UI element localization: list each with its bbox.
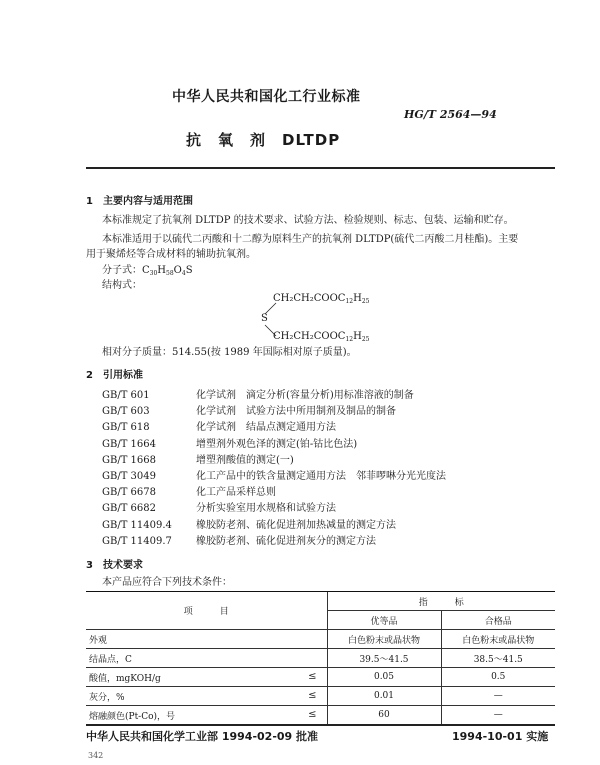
- reference-title: 橡胶防老剂、硫化促进剂灰分的测定方法: [196, 535, 376, 547]
- reference-item: [102, 470, 446, 483]
- row-item: [86, 668, 327, 687]
- reference-item: [102, 421, 336, 434]
- row-item: [86, 706, 327, 725]
- section1-para2-line2: 用于聚烯烃等合成材料的辅助抗氧剂。: [86, 249, 256, 260]
- row-value-premium: 0.05: [327, 668, 441, 687]
- effective-line: 1994-10-01 实施: [452, 730, 549, 743]
- row-value-premium: 60: [327, 706, 441, 725]
- row-item-name: 熔融颜色(Pt-Co)，号: [89, 711, 176, 722]
- reference-item: [102, 535, 376, 548]
- reference-title: 增塑剂酸值的测定(一): [196, 454, 294, 466]
- reference-code: GB/T 1664: [102, 438, 157, 450]
- reference-code: GB/T 618: [102, 422, 150, 434]
- page-number: 342: [88, 751, 104, 760]
- reference-item: [102, 389, 414, 402]
- section1-heading: 1 主要内容与适用范围: [86, 196, 193, 207]
- row-item-name: 外观: [89, 635, 108, 646]
- molecular-formula: 分子式：$C_{30}H_{58}O_4S$: [102, 265, 193, 277]
- reference-code: GB/T 6682: [102, 503, 157, 515]
- reference-code: GB/T 3049: [102, 471, 157, 482]
- table-row: [86, 649, 555, 668]
- table-row: [86, 630, 555, 649]
- reference-item: [102, 405, 396, 418]
- row-item: [86, 687, 327, 706]
- reference-title: 化工产品中的铁含量测定通用方法 邻菲啰啉分光光度法: [196, 471, 446, 482]
- table-row: [86, 668, 555, 687]
- reference-code: GB/T 6678: [102, 487, 157, 499]
- table-header-row: [86, 592, 555, 611]
- reference-title: 化学试剂 滴定分析(容量分析)用标准溶液的制备: [196, 390, 414, 401]
- document-title: 抗 氧 剂 DLTDP: [186, 131, 341, 149]
- row-value-qualified: 白色粉末或晶状物: [441, 630, 555, 649]
- section1-para1: 本标准规定了抗氧剂 DLTDP 的技术要求、试验方法、检验规则、标志、包装、运输和贮存。: [102, 215, 514, 226]
- row-value-qualified: 0.5: [441, 668, 555, 687]
- row-value-qualified: —: [441, 706, 555, 725]
- row-item: [86, 649, 327, 668]
- row-value-qualified: 38.5～41.5: [441, 649, 555, 668]
- row-value-qualified: —: [441, 687, 555, 706]
- header-grade-qualified: 合格品: [441, 611, 555, 630]
- spec-table: [86, 591, 555, 725]
- reference-title: 分析实验室用水规格和试验方法: [196, 503, 336, 515]
- row-value-premium: 39.5～41.5: [327, 649, 441, 668]
- section1-para2-line1: 本标准适用于以硫代二丙酸和十二醇为原料生产的抗氧剂 DLTDP(硫代二丙酸二月桂酯)。主要: [102, 234, 519, 245]
- table-row: [86, 706, 555, 725]
- structure-sulfur: S: [261, 313, 268, 324]
- row-item-name: 结晶点，C: [89, 654, 132, 665]
- reference-title: 橡胶防老剂、硫化促进剂加热减量的测定方法: [196, 519, 396, 531]
- row-value-premium: 白色粉末或晶状物: [327, 630, 441, 649]
- reference-title: 化工产品采样总则: [196, 487, 276, 499]
- table-row: [86, 687, 555, 706]
- reference-code: GB/T 601: [102, 390, 150, 401]
- reference-code: GB/T 603: [102, 406, 150, 418]
- reference-item: [102, 454, 294, 467]
- structure-label: 结构式：: [102, 280, 142, 291]
- section3-intro: 本产品应符合下列技术条件：: [102, 577, 232, 588]
- reference-title: 化学试剂 结晶点测定通用方法: [196, 422, 336, 434]
- reference-title: 化学试剂 试验方法中所用制剂及制品的制备: [196, 406, 396, 418]
- reference-item: [102, 519, 396, 532]
- row-item-name: 酸值，mgKOH/g: [89, 673, 161, 684]
- structure-upper-chain: $CH_2CH_2COOC_{12}H_{25}$: [273, 293, 370, 305]
- section2-heading: 2 引用标准: [86, 370, 143, 381]
- approval-line: 中华人民共和国化学工业部 1994-02-09 批准: [86, 730, 319, 743]
- section3-heading: 3 技术要求: [86, 560, 143, 571]
- molecular-weight: 相对分子质量：514.55(按 1989 年国际相对原子质量)。: [102, 347, 357, 358]
- reference-item: [102, 486, 276, 499]
- reference-code: GB/T 1668: [102, 454, 157, 466]
- row-item: [86, 630, 327, 649]
- reference-item: [102, 502, 336, 515]
- row-value-premium: 0.01: [327, 687, 441, 706]
- structure-lower-chain: $CH_2CH_2COOC_{12}H_{25}$: [273, 331, 370, 343]
- row-item-name: 灰分，%: [89, 692, 125, 703]
- org-title: 中华人民共和国化工行业标准: [172, 89, 361, 105]
- standard-code: HG/T 2564—94: [404, 108, 497, 121]
- structural-formula: [248, 292, 368, 344]
- header-grade-premium: 优等品: [327, 611, 441, 630]
- footer-rule: [86, 724, 555, 726]
- row-limit-symbol: ≤: [308, 689, 317, 701]
- reference-item: [102, 438, 357, 451]
- row-limit-symbol: ≤: [308, 670, 317, 682]
- row-limit-symbol: ≤: [308, 708, 317, 720]
- reference-title: 增塑剂外观色泽的测定(铂-钴比色法): [196, 438, 358, 450]
- reference-code: GB/T 11409.7: [102, 535, 172, 547]
- header-item: 项 目: [86, 592, 327, 630]
- header-rule: [86, 167, 555, 169]
- reference-code: GB/T 11409.4: [102, 519, 172, 531]
- header-index: 指 标: [327, 592, 555, 611]
